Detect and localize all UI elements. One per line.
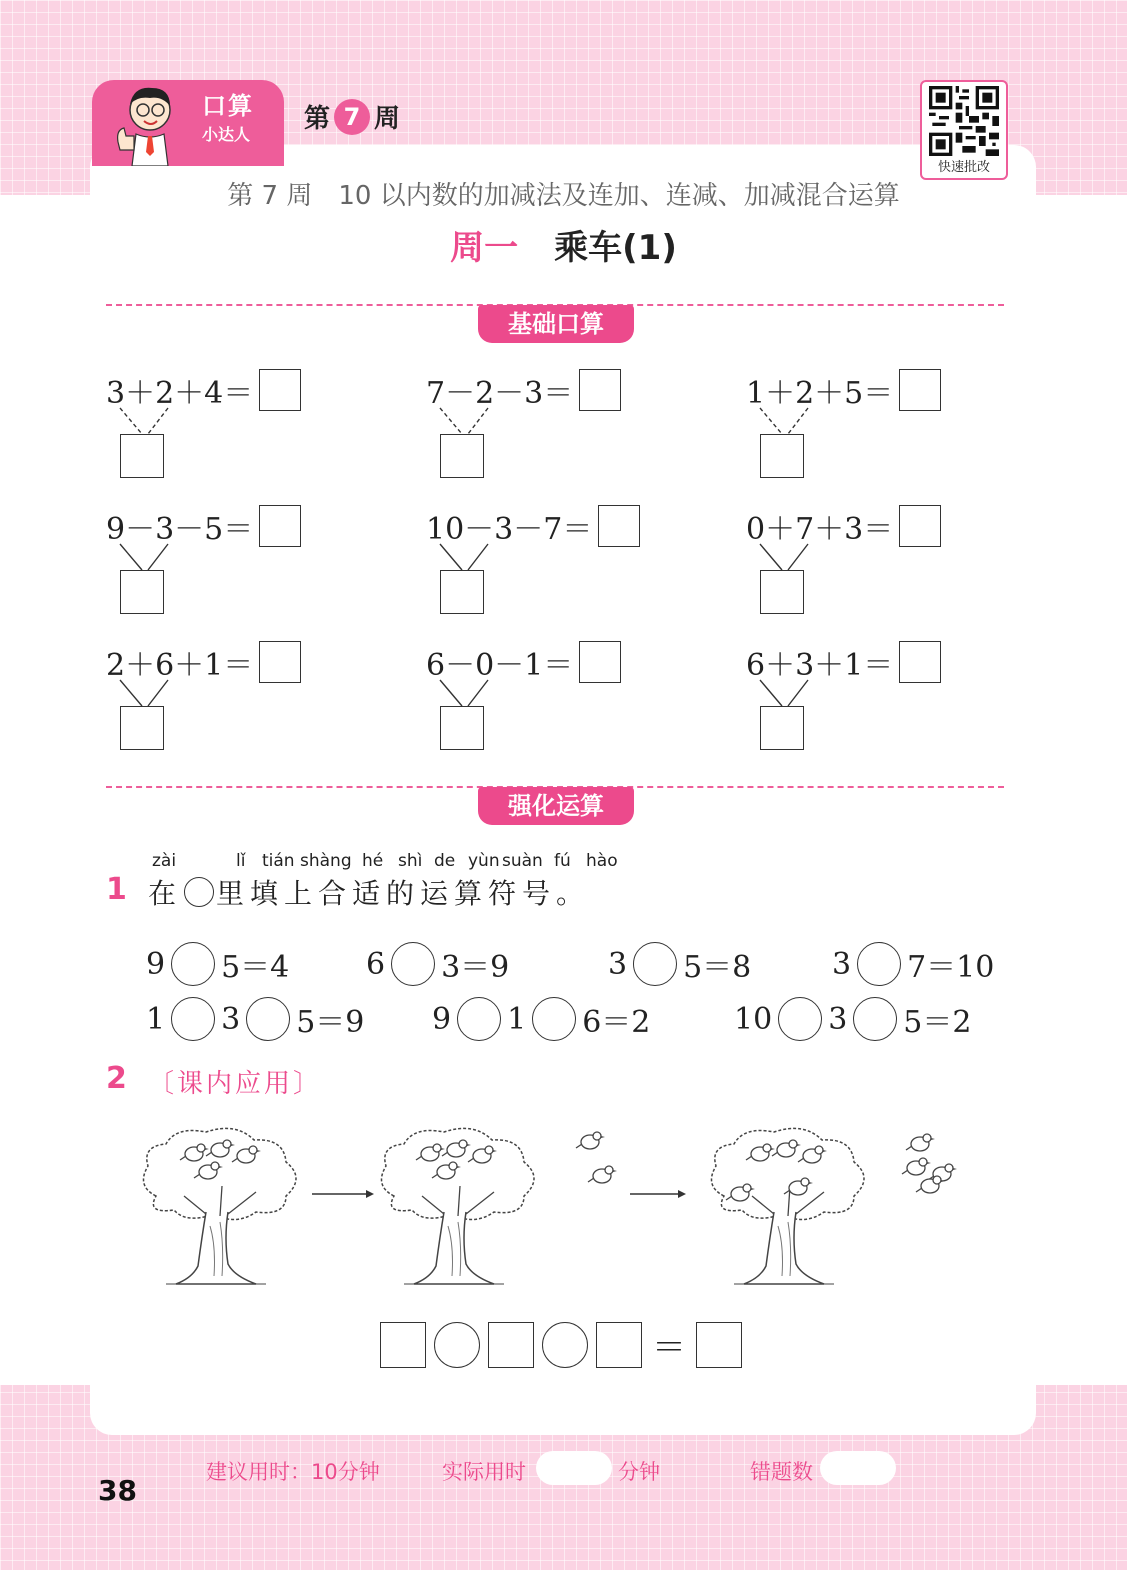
equation-expression: 3＋2＋4＝: [106, 376, 254, 411]
section-tag-basic: 基础口算: [478, 305, 634, 343]
pinyin-syllable: shì: [398, 851, 423, 871]
answer-box[interactable]: [380, 1322, 426, 1368]
partial-result-box[interactable]: [120, 570, 164, 614]
operand: 3: [832, 946, 852, 982]
equation-expression: 0＋7＋3＝: [746, 512, 894, 547]
q1-text-after: 里填上合适的运算符号。: [216, 877, 591, 910]
operand-result: 5＝4: [221, 950, 290, 985]
equation-expression: 10－3－7＝: [426, 512, 593, 547]
pinyin-syllable: hào: [586, 851, 618, 871]
equation-expression: 6＋3＋1＝: [746, 648, 894, 683]
question-number-2: 2: [106, 1061, 127, 1096]
operand: 1: [507, 1001, 527, 1037]
question-2-label: 〔课内应用〕: [148, 1069, 323, 1099]
answer-box[interactable]: [899, 641, 941, 683]
answer-box[interactable]: [259, 505, 301, 547]
operator-exercise: [146, 942, 289, 986]
qr-code[interactable]: [920, 80, 1008, 180]
operator-circle[interactable]: [633, 942, 677, 986]
operand-result: 5＝8: [683, 950, 752, 985]
operator-circle[interactable]: [857, 942, 901, 986]
pinyin-syllable: hé: [362, 851, 384, 871]
mascot-boy-icon: [104, 82, 184, 166]
operand-result: 3＝9: [441, 950, 510, 985]
operator-circle[interactable]: [532, 997, 576, 1041]
pinyin-syllable: lǐ: [236, 851, 246, 871]
equation-expression: 1＋2＋5＝: [746, 376, 894, 411]
brand-subtitle: 小达人: [202, 125, 251, 144]
operator-circle[interactable]: [391, 942, 435, 986]
answer-box[interactable]: [596, 1322, 642, 1368]
pinyin-syllable: yùn: [468, 851, 500, 871]
partial-result-box[interactable]: [760, 706, 804, 750]
partial-result-box[interactable]: [440, 434, 484, 478]
answer-box[interactable]: [899, 505, 941, 547]
week-prefix: 第: [304, 104, 331, 134]
actual-time-input[interactable]: [536, 1451, 612, 1485]
errors-input[interactable]: [820, 1451, 896, 1485]
section-tag-advanced: 强化运算: [478, 787, 634, 825]
answer-equation: [376, 1320, 746, 1369]
operand: 9: [146, 946, 166, 982]
partial-result-box[interactable]: [120, 434, 164, 478]
partial-result-box[interactable]: [440, 570, 484, 614]
operator-circle[interactable]: [171, 997, 215, 1041]
operand-result: 5＝9: [296, 1005, 365, 1040]
brand-badge: [92, 80, 284, 166]
brand-title: 口算: [202, 92, 254, 120]
answer-box[interactable]: [579, 369, 621, 411]
partial-result-box[interactable]: [120, 706, 164, 750]
partial-result-box[interactable]: [440, 706, 484, 750]
operand-result: 5＝2: [903, 1005, 972, 1040]
answer-box[interactable]: [579, 641, 621, 683]
operand: 6: [366, 946, 386, 982]
operator-circle[interactable]: [457, 997, 501, 1041]
question-number-1: 1: [106, 872, 127, 907]
week-suffix: 周: [374, 104, 401, 134]
page-number: 38: [98, 1474, 137, 1507]
suggested-time: 建议用时：10分钟: [206, 1460, 380, 1484]
operator-circle[interactable]: [246, 997, 290, 1041]
lesson-name: 乘车(1): [554, 228, 677, 268]
tree-birds-illustration: [130, 1120, 970, 1290]
errors-label: 错题数: [750, 1460, 813, 1484]
operator-exercise: [608, 942, 751, 986]
operator-circle[interactable]: [542, 1322, 588, 1368]
equation-expression: 6－0－1＝: [426, 648, 574, 683]
operator-exercise: [832, 942, 994, 986]
operator-circle[interactable]: [778, 997, 822, 1041]
operator-exercise: [366, 942, 509, 986]
unit-title: 第 7 周 10 以内数的加减法及连加、连减、加减混合运算: [227, 181, 900, 211]
operand: 10: [734, 1001, 773, 1037]
operand-result: 7＝10: [907, 950, 995, 985]
operator-circle[interactable]: [171, 942, 215, 986]
operand-result: 6＝2: [582, 1005, 651, 1040]
question-1-text: [148, 872, 590, 912]
operand: 3: [608, 946, 628, 982]
equation-expression: 9－3－5＝: [106, 512, 254, 547]
operand: 9: [432, 1001, 452, 1037]
answer-box[interactable]: [259, 641, 301, 683]
pinyin-syllable: de: [434, 851, 456, 871]
equation-expression: 7－2－3＝: [426, 376, 574, 411]
answer-box[interactable]: [598, 505, 640, 547]
week-number-badge: 7: [334, 99, 370, 135]
qr-code-icon: [929, 86, 999, 156]
operator-exercise: [432, 997, 650, 1041]
q1-text-before: 在: [148, 877, 183, 910]
day-label: 周一: [450, 228, 519, 268]
pinyin-syllable: shàng: [300, 851, 352, 871]
pinyin-syllable: zài: [152, 851, 177, 871]
circle-symbol: [184, 877, 214, 907]
answer-box[interactable]: [259, 369, 301, 411]
operand: 1: [146, 1001, 166, 1037]
operand: 3: [828, 1001, 848, 1037]
operator-circle[interactable]: [853, 997, 897, 1041]
operand: 3: [221, 1001, 241, 1037]
equation-expression: 2＋6＋1＝: [106, 648, 254, 683]
pinyin-syllable: suàn: [502, 851, 543, 871]
operator-exercise: [734, 997, 971, 1041]
minutes-label: 分钟: [618, 1460, 660, 1484]
equals-sign: ＝: [652, 1328, 686, 1368]
partial-result-box[interactable]: [760, 434, 804, 478]
operator-circle[interactable]: [434, 1322, 480, 1368]
answer-box[interactable]: [488, 1322, 534, 1368]
partial-result-box[interactable]: [760, 570, 804, 614]
pinyin-syllable: fú: [554, 851, 571, 871]
week-indicator: [304, 98, 400, 135]
lesson-title: [0, 220, 1127, 269]
answer-box[interactable]: [696, 1322, 742, 1368]
operator-exercise: [146, 997, 364, 1041]
answer-box[interactable]: [899, 369, 941, 411]
actual-time-label: 实际用时: [442, 1460, 526, 1484]
pinyin-syllable: tián: [262, 851, 295, 871]
qr-label: 快速批改: [937, 160, 990, 175]
